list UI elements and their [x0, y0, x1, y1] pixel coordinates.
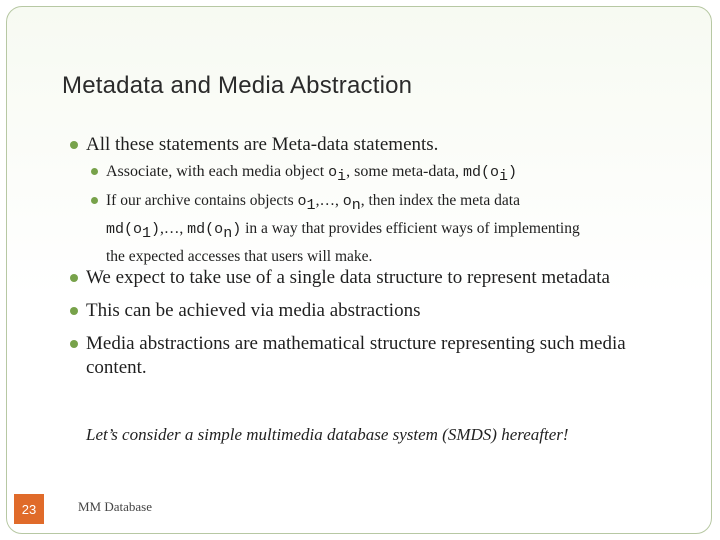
footer-text: MM Database — [78, 499, 153, 514]
bullet-icon — [91, 197, 98, 204]
bullet-icon — [70, 274, 78, 282]
bullet-text: We expect to take use of a single data structure to represent metadata — [86, 267, 610, 288]
bullet-text: This can be achieved via media abstractions — [86, 300, 421, 321]
bullet-item — [70, 332, 626, 380]
bullet-item — [70, 299, 420, 323]
bullet-text: Media abstractions are mathematical structure representing such media content. — [86, 333, 626, 378]
bullet-text: All these statements are Meta-data statements. — [86, 134, 439, 155]
sub-bullet-item — [91, 160, 517, 188]
bullet-item — [70, 266, 610, 290]
sub-bullet-text: Associate, with each media object $o_i$, some meta-data, $md(o_i)$ — [106, 163, 518, 186]
note-text: Let’s consider a simple multimedia database system (SMDS) hereafter! — [86, 425, 569, 444]
sub-bullet-item — [91, 189, 651, 268]
slide-title: Metadata and Media Abstraction — [62, 72, 413, 99]
bullet-item — [70, 133, 438, 157]
bullet-icon — [91, 168, 98, 175]
bullet-icon — [70, 307, 78, 315]
sub-bullet-text: If our archive contains objects $o_1,\dots$, $o_n$, then index the meta data $md(o_1),\dots$, $md(o_n)$ in a way that provides efficient ways of implementing the expected accesses that users will make. — [106, 192, 580, 266]
page-number-badge: 23 — [14, 494, 44, 524]
bullet-icon — [70, 340, 78, 348]
bullet-icon — [70, 141, 78, 149]
